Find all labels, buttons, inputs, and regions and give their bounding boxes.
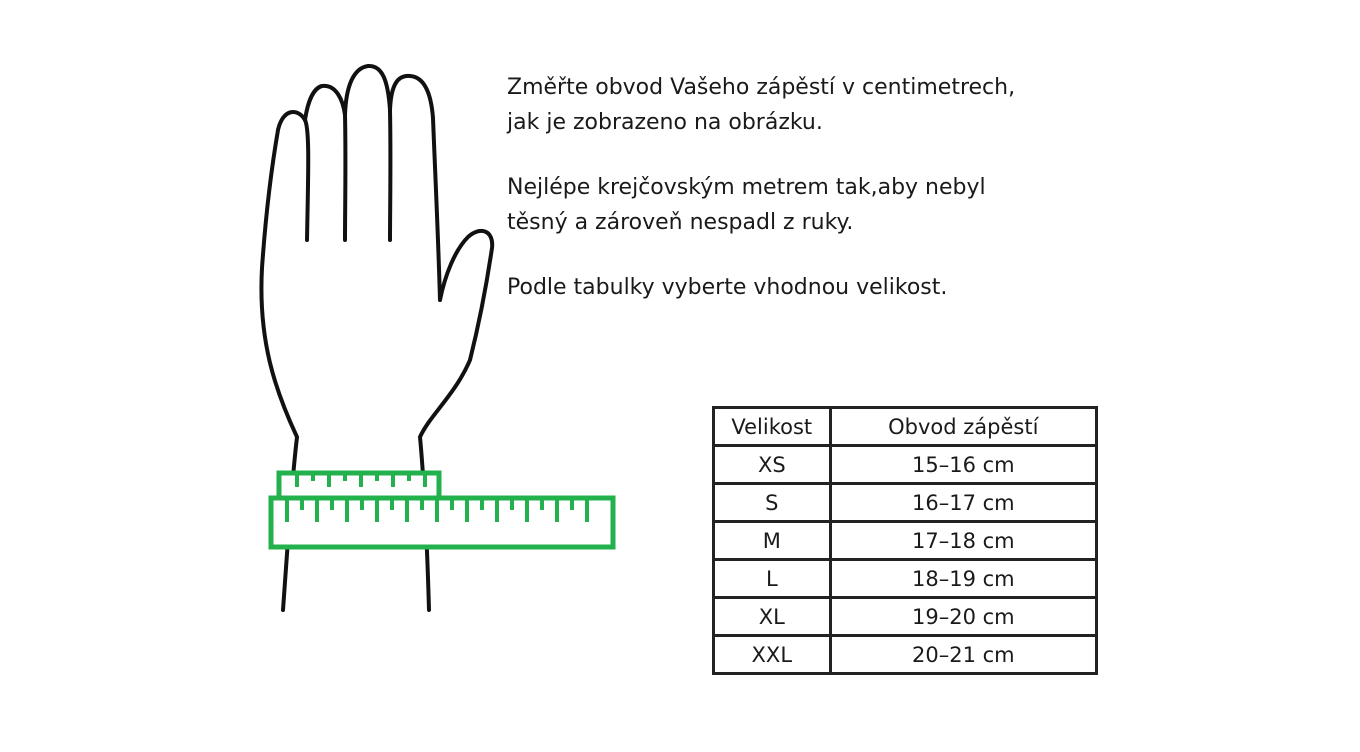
instruction-tape: Nejlépe krejčovským metrem tak,aby nebyl těsný a zároveň nespadl z ruky.	[507, 175, 986, 235]
table-row	[714, 446, 1097, 484]
instructions-text	[507, 70, 1127, 335]
size-table	[712, 406, 1098, 675]
size-cell: XXL	[714, 636, 831, 674]
header-size: Velikost	[714, 408, 831, 446]
instruction-choose-size: Podle tabulky vyberte vhodnou velikost.	[507, 275, 948, 300]
size-cell: XS	[714, 446, 831, 484]
table-row	[714, 522, 1097, 560]
size-cell: XL	[714, 598, 831, 636]
instruction-measure: Změřte obvod Vašeho zápěstí v centimetrech, jak je zobrazeno na obrázku.	[507, 75, 1016, 135]
size-cell: S	[714, 484, 831, 522]
table-row	[714, 636, 1097, 674]
measuring-tape-icon	[271, 473, 613, 547]
wrist-range-cell: 20–21 cm	[830, 636, 1096, 674]
wrist-range-cell: 16–17 cm	[830, 484, 1096, 522]
wrist-range-cell: 18–19 cm	[830, 560, 1096, 598]
wrist-range-cell: 17–18 cm	[830, 522, 1096, 560]
wrist-range-cell: 15–16 cm	[830, 446, 1096, 484]
tape-front-strip	[271, 498, 613, 547]
table-row	[714, 484, 1097, 522]
table-row	[714, 560, 1097, 598]
table-header-row	[714, 408, 1097, 446]
table-row	[714, 598, 1097, 636]
size-cell: M	[714, 522, 831, 560]
wrist-range-cell: 19–20 cm	[830, 598, 1096, 636]
header-wrist-circumference: Obvod zápěstí	[830, 408, 1096, 446]
size-cell: L	[714, 560, 831, 598]
